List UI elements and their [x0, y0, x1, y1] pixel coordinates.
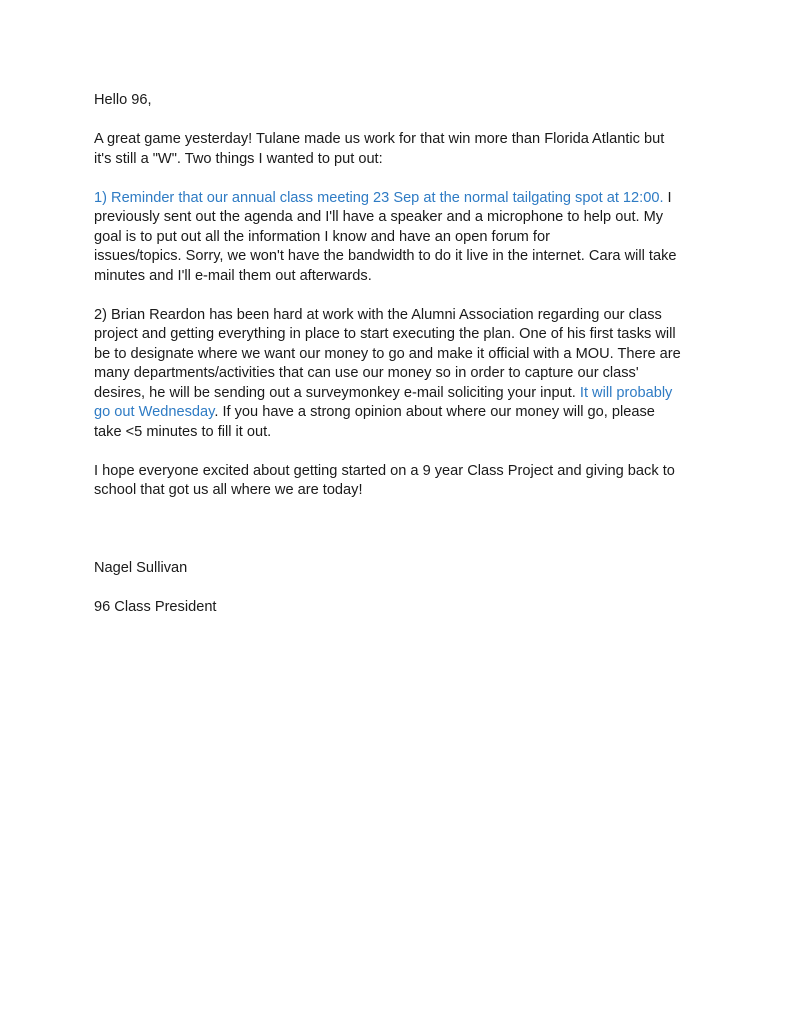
closing-line: I hope everyone excited about getting started on a 9 year Class Project and giving back to — [94, 462, 675, 479]
intro-line: A great game yesterday! Tulane made us work for that win more than Florida Atlantic but — [94, 131, 665, 147]
signature-name: Nagel Sullivan — [94, 560, 188, 576]
item1-line: goal is to put out all the information I know and have an open forum for — [94, 228, 550, 245]
item2-line6-rest: . If you have a strong opinion about where our money will go, please — [214, 404, 655, 420]
meeting-reminder-highlight: 1) Reminder that our annual class meeting 23 Sep at the normal tailgating spot at 12:00. — [94, 189, 664, 206]
item1-first-line — [94, 189, 734, 209]
paragraph-gap — [94, 111, 734, 131]
item1-paragraph — [94, 189, 734, 287]
item2-line — [94, 403, 734, 423]
paragraph-gap — [94, 169, 734, 189]
intro-line: it's still a "W". Two things I wanted to put out: — [94, 150, 383, 167]
item2-line: many departments/activities that can use our money so in order to capture our class' — [94, 365, 639, 381]
item2-line: 2) Brian Reardon has been hard at work with the Alumni Association regarding our class — [94, 306, 662, 323]
item2-paragraph — [94, 306, 734, 443]
survey-date-highlight: It will probably — [579, 384, 673, 401]
paragraph-gap — [94, 579, 734, 599]
paragraph-gap — [94, 286, 734, 306]
item2-line: take <5 minutes to fill it out. — [94, 423, 272, 440]
closing-paragraph — [94, 462, 734, 501]
survey-date-highlight-cont: go out Wednesday — [94, 404, 215, 420]
item1-line: previously sent out the agenda and I'll have a speaker and a microphone to help out. My — [94, 209, 664, 225]
item1-first-line-rest: I — [663, 189, 672, 206]
item2-line5-start: desires, he will be sending out a surveymonkey e-mail soliciting your input. — [94, 384, 580, 401]
letter-body — [94, 91, 734, 618]
item2-line: be to designate where we want our money to go and make it official with a MOU. There are — [94, 345, 681, 362]
paragraph-gap — [94, 442, 734, 462]
item1-line: minutes and I'll e-mail them out afterwards. — [94, 267, 372, 284]
intro-paragraph — [94, 130, 734, 169]
signature-gap — [94, 540, 734, 560]
signature-title: 96 Class President — [94, 599, 217, 615]
item2-line: project and getting everything in place to start executing the plan. One of his first tasks will — [94, 326, 676, 342]
item2-line — [94, 384, 734, 404]
closing-line: school that got us all where we are today! — [94, 482, 363, 498]
signature-gap — [94, 501, 734, 540]
greeting: Hello 96, — [94, 92, 152, 108]
item1-line: issues/topics. Sorry, we won't have the bandwidth to do it live in the internet. Cara will take — [94, 248, 677, 264]
